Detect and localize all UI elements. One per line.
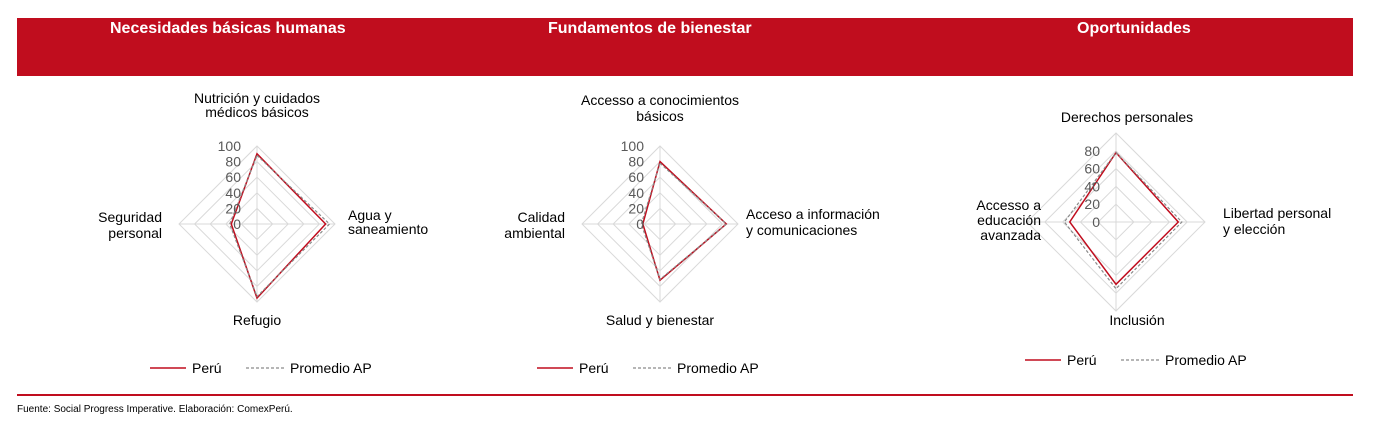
axis-label: Derechos personales: [1060, 109, 1194, 125]
series-line-promedio-ap: [230, 155, 330, 296]
axis-label: Seguridad personal: [98, 209, 162, 241]
legend-label-promedio-ap: Promedio AP: [677, 360, 759, 376]
tick-label: 100: [620, 138, 644, 154]
legend-label-peru: Perú: [1067, 352, 1097, 368]
chart-title-2: Fundamentos de bienestar: [548, 20, 752, 37]
axis-label: Salud y bienestar: [605, 312, 715, 328]
tick-label: 0: [233, 216, 241, 232]
axis-label: Inclusión: [1109, 312, 1165, 328]
chart-title-1: Necesidades básicas humanas: [110, 20, 346, 37]
axis-label: Calidad ambiental: [504, 209, 565, 241]
axis-label: Accesso a conocimientos básicos: [581, 92, 739, 124]
tick-label: 60: [225, 169, 241, 186]
tick-label: 100: [217, 138, 241, 154]
tick-label: 20: [225, 200, 241, 217]
tick-label: 80: [225, 153, 241, 170]
legend-label-promedio-ap: Promedio AP: [1165, 352, 1247, 368]
tick-label: 20: [628, 200, 644, 217]
tick-label: 40: [628, 184, 644, 201]
axis-label: Libertad personal y elección: [1223, 205, 1332, 237]
tick-label: 40: [1084, 178, 1100, 195]
axis-label: Refugio: [232, 312, 282, 328]
legend-label-peru: Perú: [579, 360, 609, 376]
source-note: Fuente: Social Progress Imperative. Elaboración: ComexPerú.: [17, 404, 293, 415]
tick-label: 0: [1092, 214, 1100, 230]
footer-divider: [17, 394, 1353, 396]
tick-label: 0: [636, 216, 644, 232]
tick-label: 80: [628, 153, 644, 170]
series-line-peru: [231, 154, 325, 298]
axis-label: Agua y saneamiento: [348, 207, 429, 237]
legend-label-peru: Perú: [192, 360, 222, 376]
tick-label: 40: [225, 184, 241, 201]
tick-label: 60: [628, 169, 644, 186]
axis-label: Accesso a educación avanzada: [976, 197, 1041, 243]
axis-label: Acceso a información y comunicaciones: [746, 206, 880, 238]
legend-label-promedio-ap: Promedio AP: [290, 360, 372, 376]
tick-label: 20: [1084, 196, 1100, 213]
tick-label: 60: [1084, 160, 1100, 177]
tick-label: 80: [1084, 142, 1100, 159]
chart-title-3: Oportunidades: [1077, 20, 1191, 37]
axis-label: Nutrición y cuidados médicos básicos: [193, 90, 321, 120]
